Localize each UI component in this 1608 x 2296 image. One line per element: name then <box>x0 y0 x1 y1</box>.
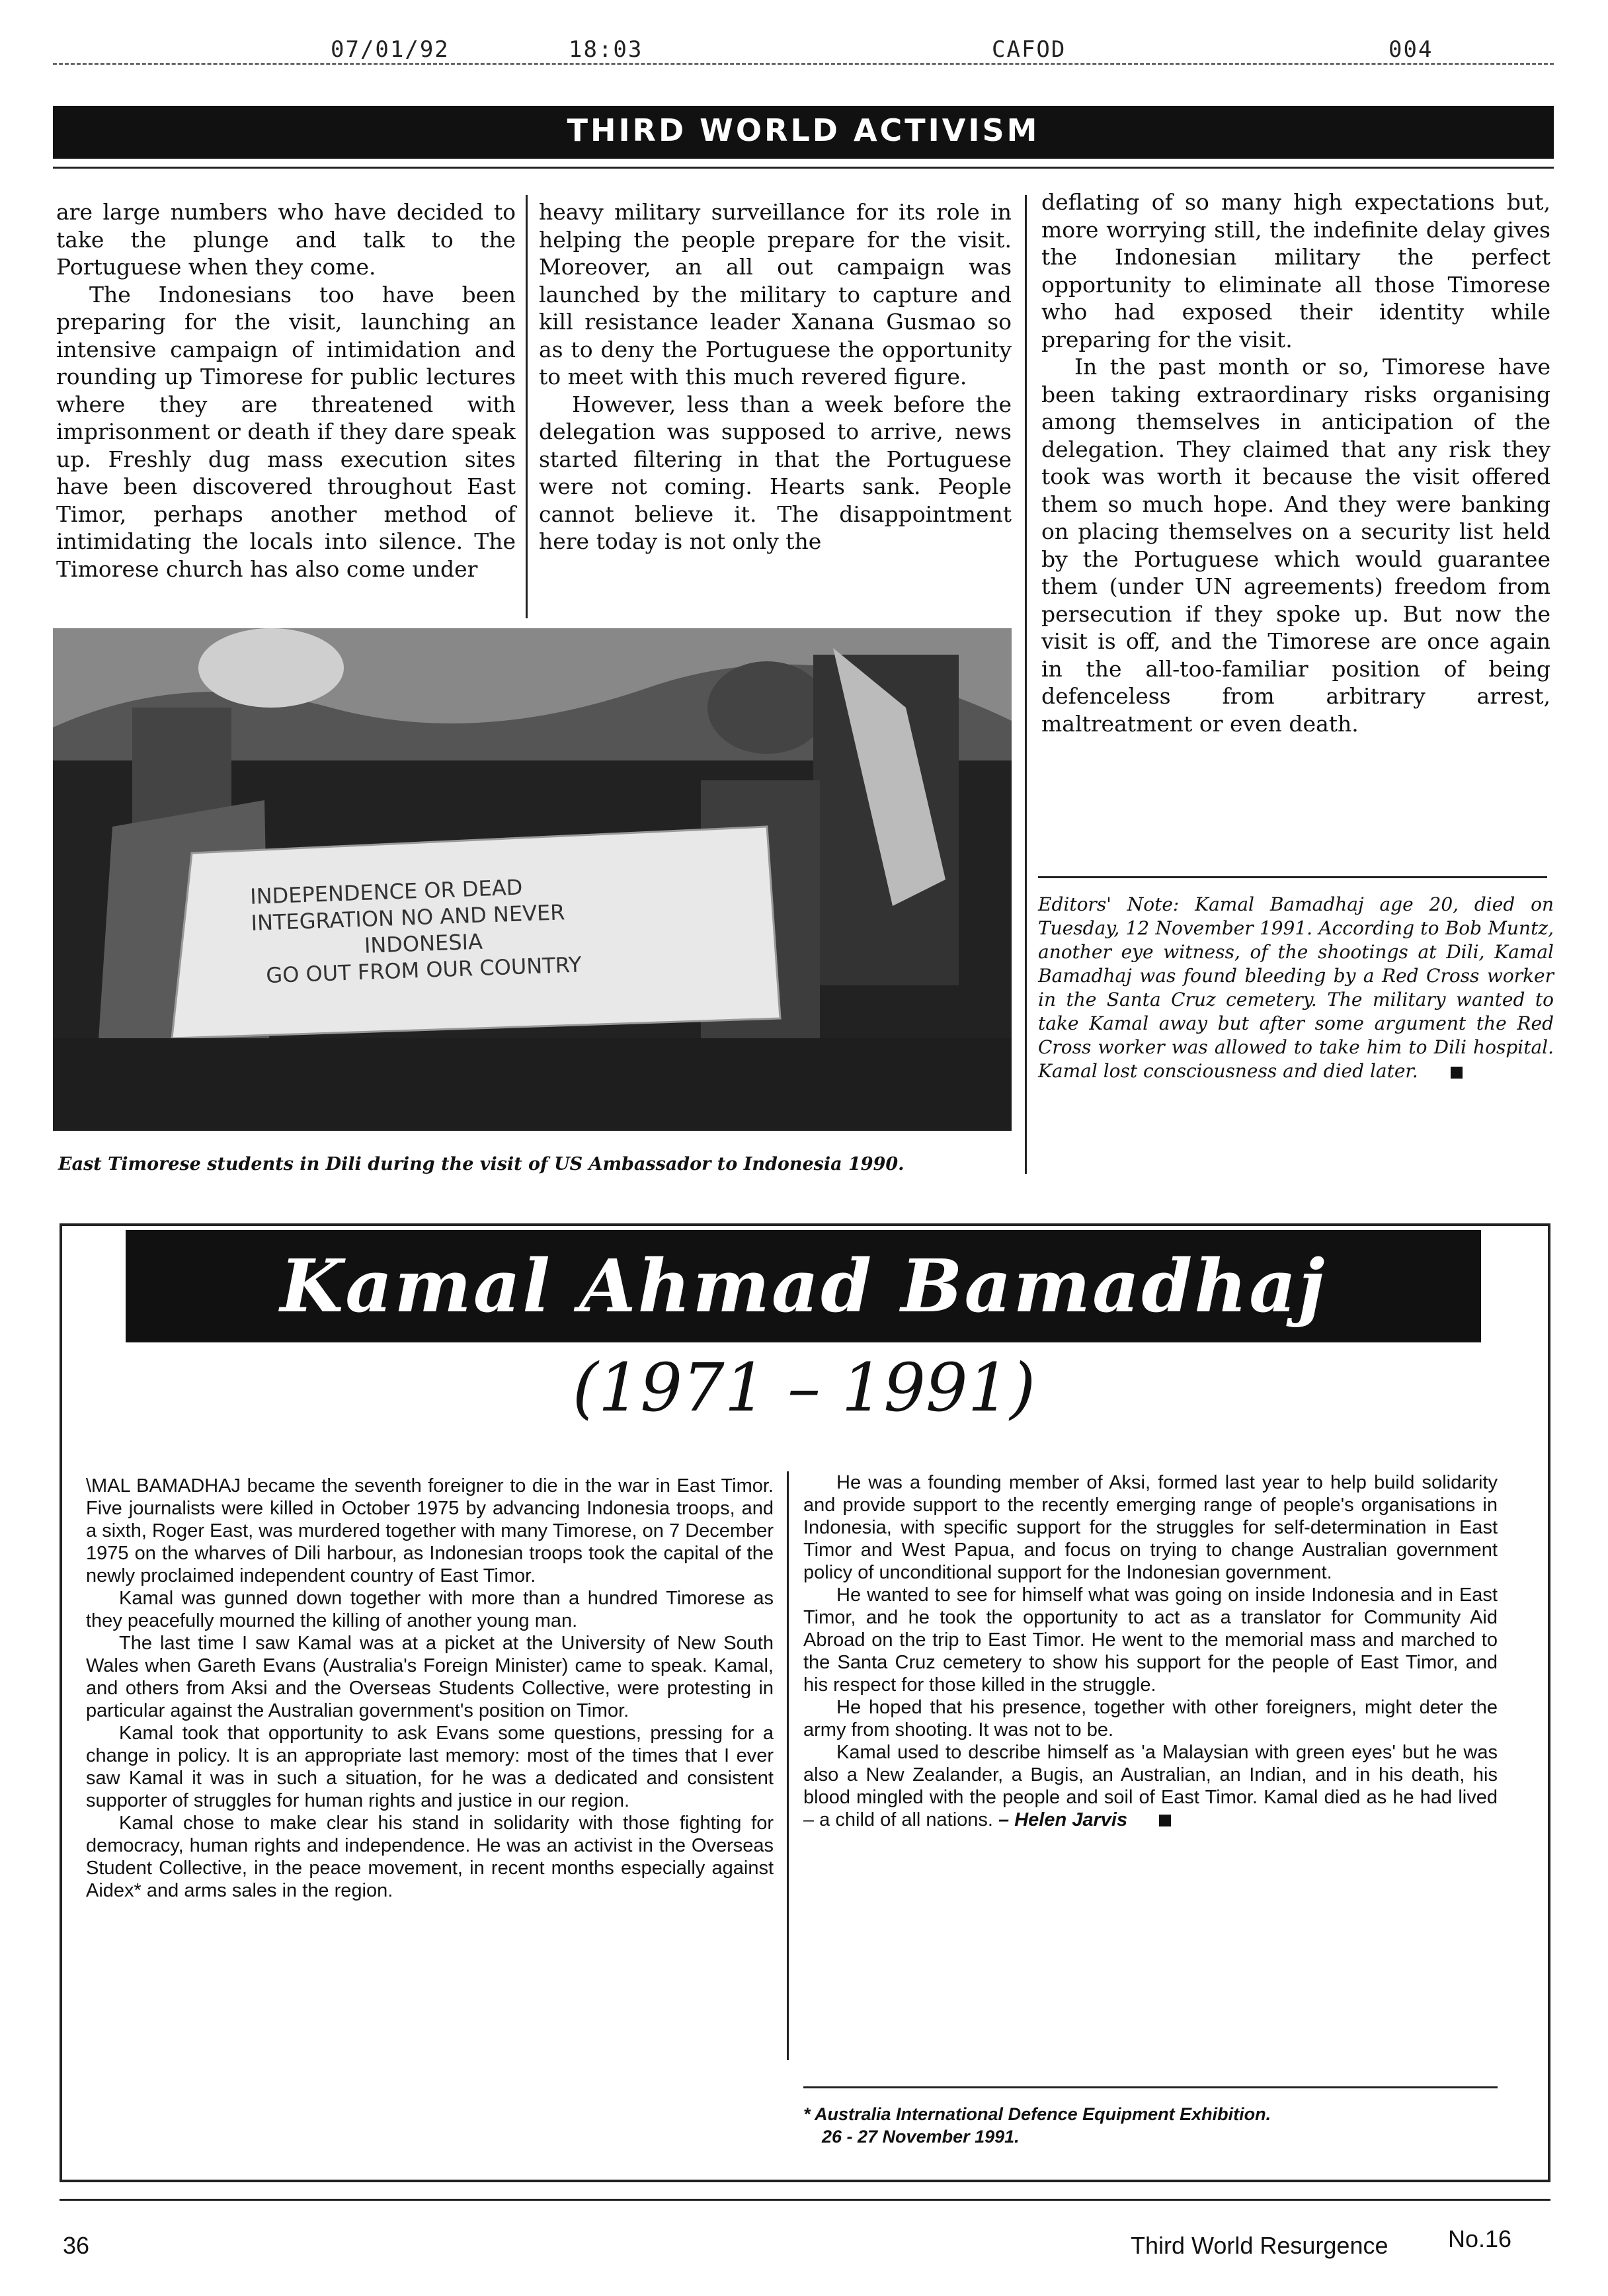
footnote-line: 26 - 27 November 1991. <box>822 2127 1020 2147</box>
obituary-paragraph: He wanted to see for himself what was going on inside Indonesia and in East Timor, and he took the opportunity to act as a translator for Community Aid Abroad on the trip to East Timor. He went to the memorial mass and marched to the Santa Cruz cemetery to show his support for the people of East Timor, and his respect for those killed in the struggle. <box>803 1584 1498 1696</box>
obituary-years: (1971 – 1991) <box>572 1349 1036 1426</box>
issue-number: No.16 <box>1448 2225 1512 2252</box>
article-column-3 <box>1041 188 1550 737</box>
obituary-paragraph: He hoped that his presence, together with other foreigners, might deter the army from shooting. It was not to be. <box>803 1697 1498 1741</box>
fax-rule <box>53 63 1554 65</box>
obituary-paragraph: Kamal chose to make clear his stand in solidarity with those fighting for democracy, human rights and independence. He was an activist in the Overseas Student Collective, in the peace movement, in recent months especially against Aidex* and arms sales in the region. <box>86 1813 774 1901</box>
fax-time: 18:03 <box>569 36 643 63</box>
obituary-name: Kamal Ahmad Bamadhaj <box>280 1243 1327 1329</box>
article-paragraph: are large numbers who have decided to take the plunge and talk to the Portuguese when they come. <box>56 199 516 280</box>
photo-caption: East Timorese students in Dili during the visit of US Ambassador to Indonesia 1990. <box>58 1154 904 1174</box>
section-rule <box>53 167 1554 169</box>
protest-photo-image <box>53 628 1012 1131</box>
fax-page: 004 <box>1388 36 1433 63</box>
article-paragraph: heavy military surveillance for its role in helping the people prepare for the visit. Moreover, an all out campaign was launched by the military to capture and kill resistance leader Xanana Gusmao so as to deny the Portuguese the opportunity to meet with this much revered figure. <box>539 199 1012 390</box>
end-mark-icon <box>1451 1067 1463 1079</box>
fax-date: 07/01/92 <box>331 36 450 63</box>
obituary-paragraph: \MAL BAMADHAJ became the seventh foreigner to die in the war in East Timor. Five journalists were killed in October 1975 by advancing Indonesia troops, and a sixth, Roger East, was murdered together with many Timorese, on 7 December 1975 on the wharves of Dili harbour, as Indonesian troops took the capital of the newly proclaimed independent country of East Timor. <box>86 1475 774 1586</box>
obituary-signature: – Helen Jarvis <box>998 1809 1128 1830</box>
section-title: THIRD WORLD ACTIVISM <box>567 112 1040 148</box>
column-divider <box>526 195 528 618</box>
column-divider <box>1025 195 1027 1174</box>
fax-station: CAFOD <box>992 36 1066 63</box>
banner-text-line: INTEGRATION NO AND NEVER <box>250 899 566 936</box>
obituary-name-bar <box>126 1230 1481 1342</box>
editors-note <box>1038 893 1554 1083</box>
footnote-line: * Australia International Defence Equipment Exhibition. <box>803 2104 1271 2124</box>
banner-text-line: INDONESIA <box>364 928 483 958</box>
article-paragraph: The Indonesians too have been preparing for the visit, launching an intensive campaign of intimidation and rounding up Timorese for public lectures where they are threatened with imprisonment or death if they dare speak up. Freshly dug mass execution sites have been discovered throughout East Timor, perhaps another method of intimidating the locals into silence. The Timorese church has also come under <box>56 281 516 582</box>
article-paragraph: deflating of so many high expectations but, more worrying still, the indefinite delay gives the Indonesian military the perfect opportunity to eliminate all those Timorese who had exposed their identity while preparing for the visit. <box>1041 189 1550 352</box>
obituary-paragraph: Kamal was gunned down together with more than a hundred Timorese as they peacefully mourned the killing of another young man. <box>86 1588 774 1631</box>
note-rule <box>1038 876 1547 878</box>
obituary-paragraph: The last time I saw Kamal was at a picket at the University of New South Wales when Gareth Evans (Australia's Foreign Minister) came to speak. Kamal, and others from Aksi and the Overseas Students Collective, were protesting in particular against the Australian government's position on Timor. <box>86 1633 774 1721</box>
editors-note-text: Kamal Bamadhaj age 20, died on Tuesday, 12 November 1991. According to Bob Muntz, another eye witness, of the shootings at Dili, Kamal Bamadhaj was found bleeding by a Red Cross worker in the Santa Cruz cemetery. The military wanted to take Kamal away but after some argument the Red Cross worker was allowed to take him to Dili hospital. Kamal lost consciousness and died later. <box>1038 893 1554 1082</box>
obituary-paragraph: He was a founding member of Aksi, formed last year to help build solidarity and provide support to the recently emerging range of people's organisations in Indonesia, with specific support for the struggles for self-determination in East Timor and West Papua, and focus on trying to change Australian government policy of unconditional support for the Indonesian government. <box>803 1472 1498 1583</box>
obituary-column-1 <box>86 1475 774 1902</box>
article-paragraph: However, less than a week before the delegation was supposed to arrive, news started filtering in that the Portuguese were not coming. Hearts sank. People cannot believe it. The disappointment here today is not only the <box>539 391 1012 554</box>
footnote <box>803 2103 1498 2148</box>
banner-text-line: GO OUT FROM OUR COUNTRY <box>265 952 583 989</box>
article-paragraph: In the past month or so, Timorese have been taking extraordinary risks organising among themselves in anticipation of the delegation. They claimed that any risk they took was worth it because the visit offered them so much hope. And they were banking on placing themselves on a security list held by the Portuguese which would guarantee them (under UN agreements) freedom from persecution if they spoke up. But now the visit is off, and the Timorese are once again in the all-too-familiar position of being defenceless from arbitrary arrest, maltreatment or even death. <box>1041 354 1550 737</box>
obituary-paragraph <box>803 1741 1498 1831</box>
footnote-rule <box>803 2086 1498 2088</box>
obituary-column-2 <box>803 1471 1498 1831</box>
obituary-paragraph: Kamal took that opportunity to ask Evans some questions, pressing for a change in policy. It is an appropriate last memory: most of the times that I ever saw Kamal it was in such a situation, for he was a dedicated and consistent supporter of struggles for human rights and justice in our region. <box>86 1723 774 1811</box>
fax-header <box>0 36 1608 69</box>
page-number: 36 <box>63 2232 90 2259</box>
obituary-paragraph-text: Kamal used to describe himself as 'a Malaysian with green eyes' but he was also a New Zealander, a Bugis, an Australian, an Indian, and in his death, his blood mingled with the people and soil of East Timor. Kamal died as he had lived – a child of all nations. <box>803 1742 1498 1830</box>
article-column-1 <box>56 198 516 583</box>
section-header <box>53 106 1554 159</box>
editors-note-lead: Editors' Note: <box>1038 893 1180 915</box>
end-mark-icon <box>1159 1815 1171 1826</box>
footer-rule <box>60 2199 1550 2201</box>
banner-text-line: INDEPENDENCE OR DEAD <box>249 874 523 909</box>
column-divider <box>787 1471 789 2060</box>
protest-photo <box>53 628 1012 1131</box>
article-column-2 <box>539 198 1012 555</box>
publication-name: Third World Resurgence <box>1131 2232 1388 2259</box>
